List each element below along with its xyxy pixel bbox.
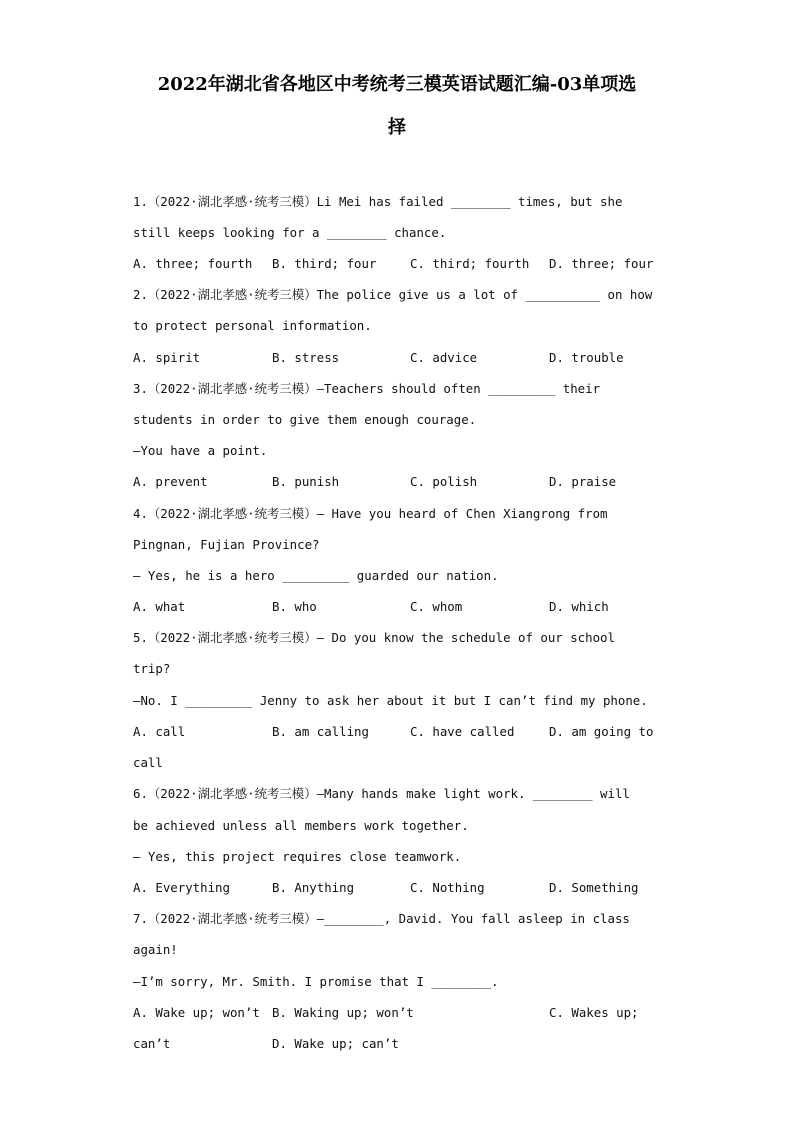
q4-stem-line3: — Yes, he is a hero _________ guarded our nation. [133,568,499,583]
q6-option-a: A. Everything [133,880,230,895]
q1-option-d: D. three; four [549,256,654,271]
q6-option-b: B. Anything [272,880,355,895]
q1-option-b: B. third; four [272,256,377,271]
q7-option-c: C. Wakes up; [549,1005,639,1020]
q3-stem-line2: students in order to give them enough courage. [133,412,477,427]
q5-option-b: B. am calling [272,724,369,739]
q5-option-d: D. am going to [549,724,654,739]
document-title-line2: 择 [388,117,406,138]
q7-option-c-continued: can’t [133,1036,171,1051]
q7-stem-line2: again! [133,942,178,957]
q2-stem-line2: to protect personal information. [133,318,372,333]
q4-option-c: C. whom [410,599,463,614]
q4-stem-line2: Pingnan, Fujian Province? [133,537,320,552]
q4-option-a: A. what [133,599,186,614]
q1-stem-line1: 1.（2022·湖北孝感·统考三模）Li Mei has failed ________ times, but she [133,194,623,209]
q5-option-c: C. have called [410,724,515,739]
q3-option-a: A. prevent [133,474,208,489]
q3-option-b: B. punish [272,474,340,489]
q7-option-a: A. Wake up; won’t [133,1005,260,1020]
q2-option-a: A. spirit [133,350,201,365]
q5-stem-line1: 5.（2022·湖北孝感·统考三模）— Do you know the schedule of our school [133,630,615,645]
q3-option-c: C. polish [410,474,478,489]
q6-stem-line1: 6.（2022·湖北孝感·统考三模）—Many hands make light work. ________ will [133,786,630,801]
q5-stem-line2: trip? [133,661,171,676]
q2-option-d: D. trouble [549,350,624,365]
q5-stem-line3: —No. I _________ Jenny to ask her about it but I can’t find my phone. [133,693,648,708]
q7-option-d: D. Wake up; can’t [272,1036,399,1051]
q6-stem-line3: — Yes, this project requires close teamwork. [133,849,462,864]
q4-stem-line1: 4.（2022·湖北孝感·统考三模）— Have you heard of Chen Xiangrong from [133,506,608,521]
q3-stem-line3: —You have a point. [133,443,268,458]
q7-stem-line1: 7.（2022·湖北孝感·统考三模）—________, David. You fall asleep in class [133,911,630,926]
q1-option-a: A. three; fourth [133,256,253,271]
q2-stem-line1: 2.（2022·湖北孝感·统考三模）The police give us a lot of __________ on how [133,287,653,302]
document-title-line1: 2022年湖北省各地区中考统考三模英语试题汇编-03单项选 [157,74,637,95]
q6-option-d: D. Something [549,880,639,895]
q1-option-c: C. third; fourth [410,256,530,271]
q4-option-b: B. who [272,599,317,614]
q6-stem-line2: be achieved unless all members work together. [133,818,469,833]
q5-option-d-continued: call [133,755,163,770]
q5-option-a: A. call [133,724,186,739]
q4-option-d: D. which [549,599,609,614]
q1-stem-line2: still keeps looking for a ________ chance. [133,225,447,240]
q3-option-d: D. praise [549,474,617,489]
q6-option-c: C. Nothing [410,880,485,895]
q7-option-b: B. Waking up; won’t [272,1005,414,1020]
q2-option-c: C. advice [410,350,478,365]
q2-option-b: B. stress [272,350,340,365]
q3-stem-line1: 3.（2022·湖北孝感·统考三模）—Teachers should often _________ their [133,381,601,396]
q7-stem-line3: —I’m sorry, Mr. Smith. I promise that I ________. [133,974,499,989]
